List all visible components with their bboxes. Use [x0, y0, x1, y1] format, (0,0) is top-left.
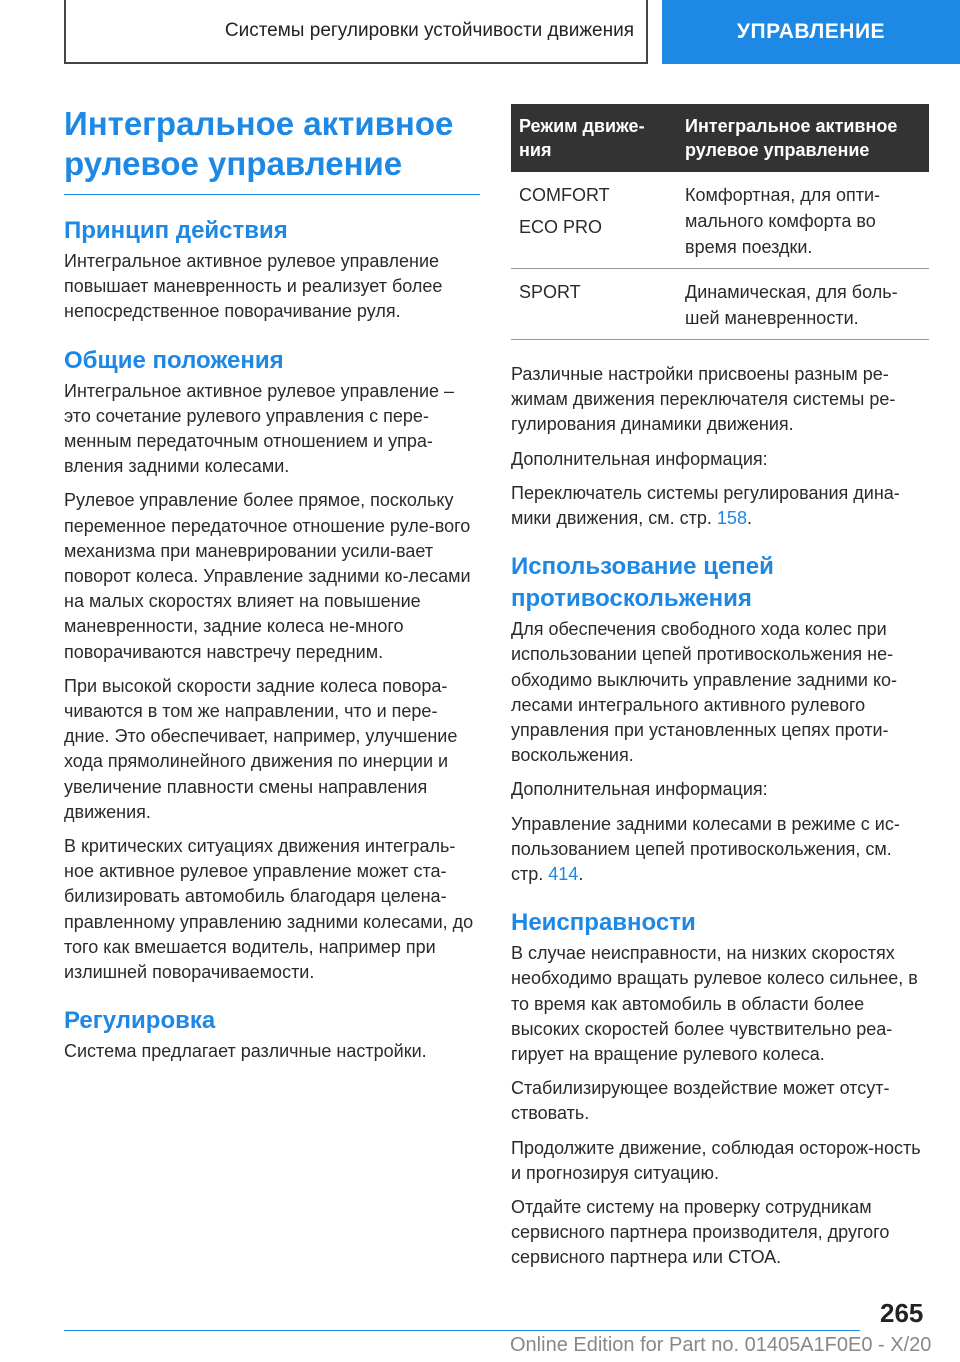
- paragraph: В случае неисправности, на низких скоростях необходимо вращать рулевое колесо сильнее, в то время как автомобиль в области более высоких скоростей более чувствительно реа-гирует на вращение рулевого колеса.: [511, 943, 918, 1065]
- header-chapter-label: УПРАВЛЕНИЕ: [736, 20, 886, 43]
- paragraph: Отдайте систему на проверку сотрудникам сервисного партнера производителя, другого сервисного партнера или СТОА.: [511, 1197, 890, 1268]
- paragraph: В критических ситуациях движения интеграль-ное активное рулевое управление может ста-билизировать автомобиль благодаря целена-правленному управлению задними колесами, до того как вмешается водитель, например при излишней поворачиваемости.: [64, 836, 474, 983]
- paragraph: Дополнительная информация:: [511, 779, 768, 800]
- paragraph: Стабилизирующее воздействие может отсут-ствовать.: [511, 1078, 890, 1124]
- table-row: [511, 172, 929, 269]
- mode-eco-pro: ECO PRO: [519, 217, 603, 237]
- paragraph: Система предлагает различные настройки.: [64, 1041, 427, 1062]
- table-row: [511, 269, 929, 340]
- header-section-label: Системы регулировки устойчивости движения: [224, 20, 634, 41]
- paragraph-text: Переключатель системы регулирования дина-мики движения, см. стр.: [511, 482, 900, 529]
- table-header-row: [511, 104, 929, 172]
- right-column: [511, 96, 929, 1280]
- paragraph: Интегральное активное рулевое управление – это сочетание рулевого управления с пере-менным передаточным отношением и упра-вления задними колесами.: [64, 380, 455, 477]
- table-cell-mode: [511, 172, 677, 269]
- table-header-steering: Интегральное активное рулевое управление: [677, 104, 929, 172]
- page-link-158[interactable]: 158: [716, 508, 747, 529]
- heading-snow-chains: Использование цепей противоскольжения: [511, 553, 774, 613]
- table-cell-mode: [511, 269, 677, 340]
- paragraph: Различные настройки присвоены разным ре-жимам движения переключателя системы ре-гулирования динамики движения.: [511, 364, 896, 435]
- paragraph-with-link: [511, 812, 929, 888]
- paragraph: Рулевое управление более прямое, поскольку переменное передаточное отношение руле-вого механизма при маневрировании усили-вает поворот колеса. Управление задними ко-лесами на малых скоростях влияет на повышение маневренности, задние колеса не-много поворачиваются навстречу передним.: [64, 490, 471, 662]
- driving-mode-table: [511, 104, 929, 340]
- mode-sport: SPORT: [519, 282, 581, 302]
- paragraph-with-link: [511, 481, 929, 531]
- footer-divider: [64, 1330, 860, 1331]
- paragraph: Продолжите движение, соблюдая осторож-ность и прогнозируя ситуацию.: [511, 1137, 921, 1183]
- page-title: Интегральное активное рулевое управление: [64, 104, 480, 195]
- paragraph: Интегральное активное рулевое управление повышает маневренность и реализует более непосредственное поворачивание руля.: [64, 251, 443, 322]
- header-chapter-tab[interactable]: [662, 0, 960, 64]
- heading-malfunctions: Неисправности: [511, 909, 696, 937]
- paragraph-end: .: [746, 508, 752, 529]
- heading-adjustment: Регулировка: [64, 1007, 216, 1035]
- header-section-title: [64, 0, 648, 64]
- table-cell-description: Комфортная, для опти-мального комфорта во время поездки.: [677, 172, 929, 269]
- paragraph: Для обеспечения свободного хода колес при использовании цепей противоскольжения не-обходимо выключить управление задними ко-лесами интегрального активного рулевого управления при установленных цепях проти-воскольжения.: [511, 619, 898, 766]
- table-cell-description: Динамическая, для боль-шей маневренности.: [677, 269, 929, 340]
- mode-comfort: COMFORT: [519, 185, 610, 205]
- paragraph: Дополнительная информация:: [511, 448, 768, 469]
- table-header-mode: Режим движе-ния: [511, 104, 677, 172]
- heading-principle: Принцип действия: [64, 217, 288, 244]
- paragraph-end: .: [578, 864, 584, 885]
- paragraph-text: Управление задними колесами в режиме с ис-пользованием цепей противоскольжения, см. стр.: [511, 813, 900, 885]
- page-number: 265: [880, 1298, 924, 1328]
- heading-general: Общие положения: [64, 346, 284, 374]
- left-column: [64, 96, 480, 1073]
- footer-edition: Online Edition for Part no. 01405A1F0E0 - X/20: [510, 1334, 932, 1356]
- paragraph: При высокой скорости задние колеса повора-чиваются в том же направлении, что и пере-дние. Это обеспечивает, например, улучшение хода прямолинейного движения по инерции и увеличение плавности смены направления движения.: [64, 675, 458, 822]
- page-link-414[interactable]: 414: [548, 864, 579, 885]
